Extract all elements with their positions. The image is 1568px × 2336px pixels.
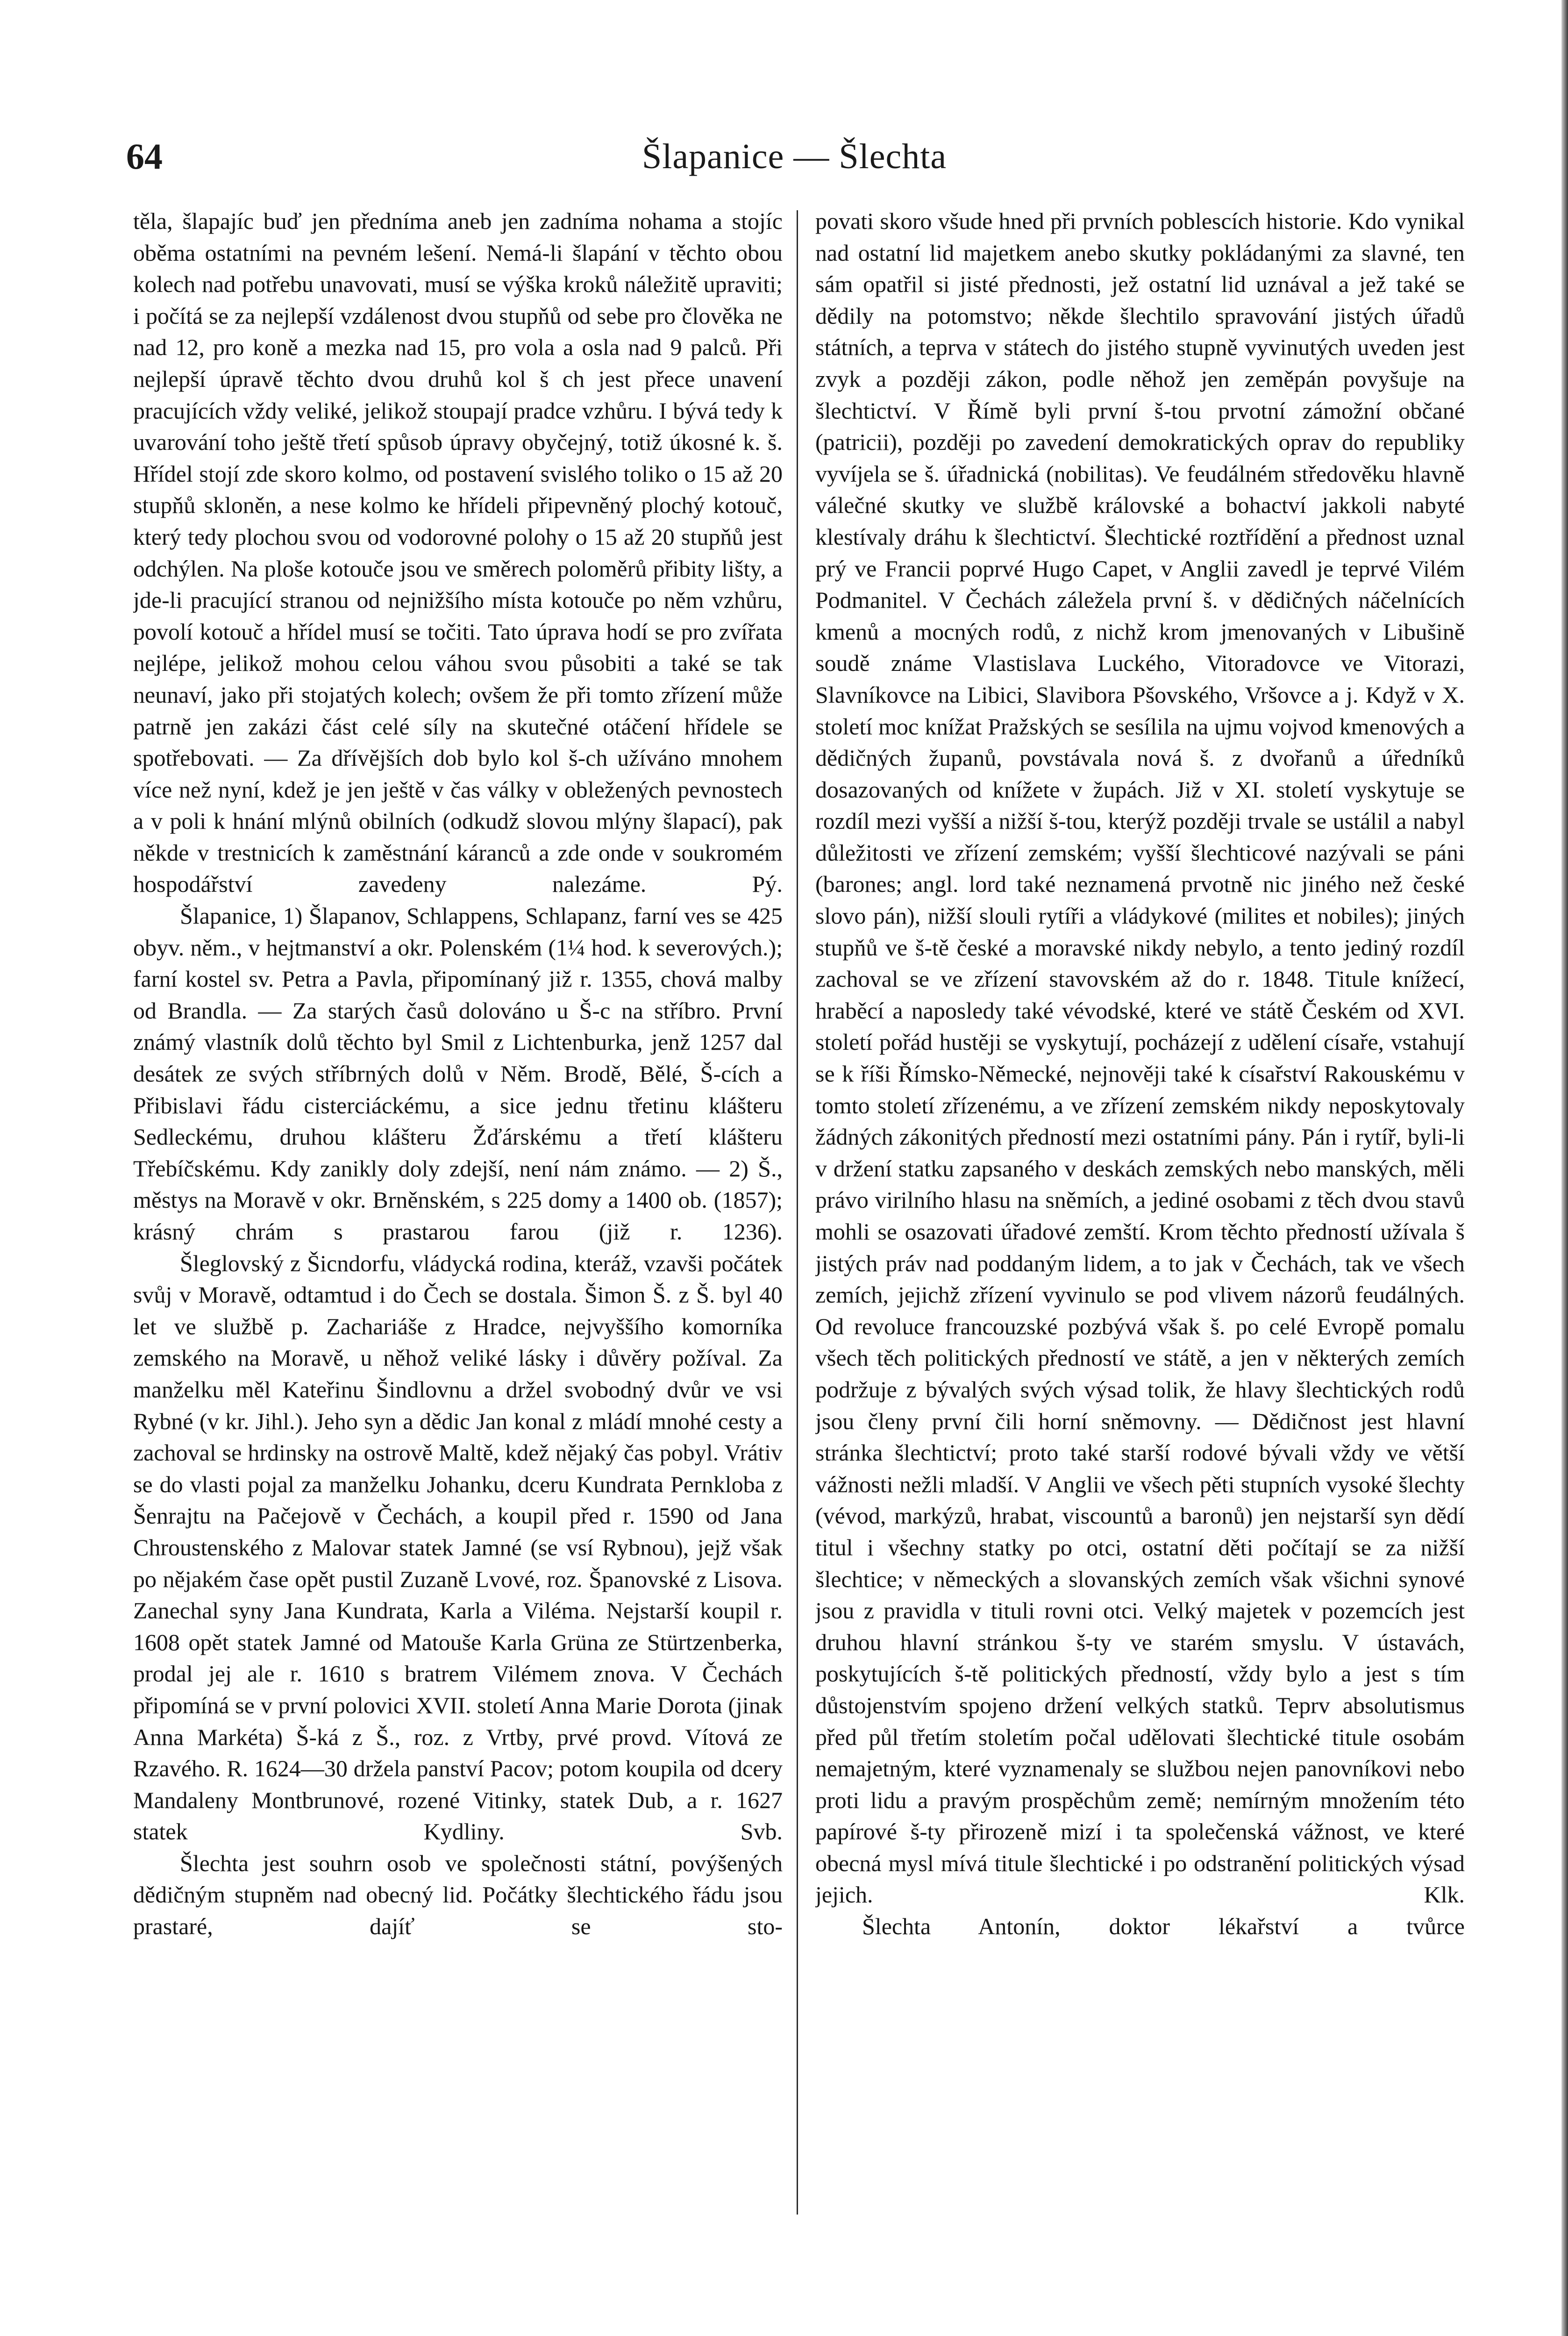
page-header: [126, 131, 1462, 182]
column-divider: [797, 210, 798, 2215]
entry-slechta-antonin: Šlechta Antonín, doktor lékařství a tvůrce: [862, 1913, 1465, 1940]
left-column: [133, 206, 783, 2224]
entry-sleglovsky: Šleglovský z Šicndorfu, vládycká rodina, kteráž, vzavši počátek svůj v Moravě, odtamtud i do Čech se dostala. Šimon Š. z Š. byl 40 let ve službě p. Zachariáše z Hradce, nejvyššího komorníka zemského na Moravě, u něhož veliké lásky i důvěry požíval. Za manželku měl Kateřinu Šindlovnu a držel svobodný dvůr ve vsi Rybné (v kr. Jihl.). Jeho syn a dědic Jan konal z mládí mnohé cesty a zachoval se hrdinsky na ostrově Maltě, kdež nějaký čas pobyl. Vrátiv se do vlasti pojal za manželku Johanku, dceru Kundrata Pernkloba z Šenrajtu na Pačejově v Čechách, a koupil před r. 1590 od Jana Chroustenského z Malovar statek Jamné (se vsí Rybnou), jejž však po nějakém čase opět pustil Zuzaně Lvové, roz. Španovské z Lisova. Zanechal syny Jana Kundrata, Karla a Viléma. Nejstarší koupil r. 1608 opět statek Jamné od Matouše Karla Grüna ze Stürtzenberka, prodal jej ale r. 1610 s bratrem Vilémem znova. V Čechách připomíná se v první polovici XVII. století Anna Marie Dorota (jinak Anna Markéta) Š-ká z Š., roz. z Vrtby, prvé provd. Vítová ze Rzavého. R. 1624—30 držela panství Pacov; potom koupila od dcery Mandaleny Montbrunové, rozené Vitinky, statek Dub, a r. 1627 statek Kydliny. Svb.: [133, 1250, 783, 1845]
paragraph-continuation-slechta: povati skoro všude hned při prvních poblescích historie. Kdo vynikal nad ostatní lid majetkem anebo skutky pokládanými za slavné, ten sám opatřil si jisté přednosti, jež ostatní lid uznával a jež také se dědily na potomstvo; někde šlechtilo spravování jistých úřadů státních, a teprva v státech do jistého stupně vyvinutých uveden jest zvyk a později zákon, podle něhož jen zeměpán povyšuje na šlechtictví. V Římě byli první š-tou prvotní zámožní občané (patricii), později po zavedení demokratických oprav do republiky vyvíjela se š. úřadnická (nobilitas). Ve feudálném středověku hlavně válečné skutky ve službě královské a bohactví jakkoli nabyté klestívaly dráhu k šlechtictví. Šlechtické roztřídění a přednost uznal prý ve Francii poprvé Hugo Capet, v Anglii zavedl je teprvé Vilém Podmanitel. V Čechách záležela první š. v dědičných náčelnících kmenů a mocných rodů, z nichž krom jmenovaných v Libušině soudě známe Vlastislava Luckého, Vitoradovce ve Vitorazi, Slavníkovce na Libici, Slavibora Pšovského, Vršovce a j. Když v X. století moc knížat Pražských se sesílila na ujmu vojvod kmenových a dědičných županů, povstávala nová š. z dvořanů a úředníků dosazovaných od knížete v župách. Již v XI. století vyskytuje se rozdíl mezi vyšší a nižší š-tou, kterýž později trvale se ustálil a nabyl důležitosti ve zřízení zemském; vyšší šlechticové nazývali se páni (barones; angl. lord také neznamená prvotně nic jiného než české slovo pán), nižší slouli rytíři a vládykové (milites et nobiles); jiných stupňů ve š-tě české a moravské nikdy nebylo, a tento jediný rozdíl zachoval se ve zřízení stavovském až do r. 1848. Titule knížecí, hraběcí a naposledy také vévodské, které ve státě Českém od XVI. století pořád hustěji se vyskytují, pocházejí z udělení císaře, vstahují se k říši Římsko-Německé, nejnověji také k císařství Rakouskému v tomto století zřízenému, a ve zřízení zemském nikdy neposkytovaly žádných zákonitých předností mezi ostatními pány. Pán i rytíř, byli-li v držení statku zapsaného v deskách zemských nebo manských, měli právo virilního hlasu na sněmích, a jediné osobami z těch dvou stavů mohli se osazovati úřadové zemští. Krom těchto předností užívala š jistých práv nad poddaným lidem, a to jak v Čechách, tak ve všech zemích, jejichž zřízení vyvinulo se pod vlivem názorů feudálných. Od revoluce francouzské pozbývá však š. po celé Evropě pomalu všech těch politických předností ve státě, a jen v některých zemích podržuje z bývalých svých výsad tolik, že hlavy šlechtických rodů jsou členy první čili horní sněmovny. — Dědičnost jest hlavní stránka šlechtictví; proto také starší rodové bývali vždy ve větší vážnosti nežli mladší. V Anglii ve všech pěti stupních vysoké šlechty (vévod, markýzů, hrabat, viscountů a baronů) jen nejstarší syn dědí titul i všechny statky po otci, ostatní děti počítají se za nižší šlechtice; v německých a slovanských zemích však všichni synové jsou z pravidla v tituli rovni otci. Velký majetek v pozemcích jest druhou hlavní stránkou š-ty ve starém smyslu. V ústavách, poskytujících š-tě politických předností, vždy bylo a jest s tím důstojenstvím spojeno držení velkých statků. Teprv absolutismus před půl třetím stoletím počal udělovati šlechtické titule osobám nemajetným, které vyznamenaly se službou nejen panovníkovi nebo proti lidu a pravým prospěchům země; nemírným množením této papírové š-ty přirozeně mizí i ta společenská vážnost, ve které obecná mysl mívá titule šlechtické i po odstranění politických výsad jejich. Klk.: [815, 208, 1465, 1908]
entry-slapanice: Šlapanice, 1) Šlapanov, Schlappens, Schlapanz, farní ves se 425 obyv. něm., v hejtmanství a okr. Polenském (1¼ hod. k severových.); farní kostel sv. Petra a Pavla, připomínaný již r. 1355, chová malby od Brandla. — Za starých časů dolováno u Š-c na stříbro. První známý vlastník dolů těchto byl Smil z Lichtenburka, jenž 1257 dal desátek ze svých stříbrných dolů v Něm. Brodě, Bělé, Š-cích a Přibislavi řádu cisterciáckému, a sice jednu třetinu klášteru Sedleckému, druhou klášteru Žďárskému a třetí klášteru Třebíčskému. Kdy zanikly doly zdejší, není nám známo. — 2) Š., městys na Moravě v okr. Brněnském, s 225 domy a 1400 ob. (1857); krásný chrám s prastarou farou (již r. 1236).: [133, 903, 783, 1245]
paragraph-continuation: těla, šlapajíc buď jen předníma aneb jen zadníma nohama a stojíc oběma ostatními na pevném lešení. Nemá-li šlapání v těchto obou kolech nad potřebu unavovati, musí se výška kroků náležitě upraviti; i počítá se za nejlepší vzdálenost dvou stupňů od sebe pro člověka ne nad 12, pro koně a mezka nad 15, pro vola a osla nad 9 palců. Při nejlepší úpravě těchto dvou druhů kol š ch jest přece unavení pracujících vždy veliké, jelikož stoupají pradce vzhůru. I bývá tedy k uvarování toho ještě třetí spůsob úpravy obyčejný, totiž úkosné k. š. Hřídel stojí zde skoro kolmo, od postavení svislého toliko o 15 až 20 stupňů skloněn, a nese kolmo ke hřídeli připevněný plochý kotouč, který tedy plochou svou od vodorovné polohy o 15 až 20 stupňů jest odchýlen. Na ploše kotouče jsou ve směrech poloměrů přibity lišty, a jde-li pracující stranou od nejnižšího místa kotouče po něm vzhůru, povolí kotouč a hřídel musí se točiti. Tato úprava hodí se pro zvířata nejlépe, jelikož mohou celou váhou svou působiti a také se tak neunaví, jako při stojatých kolech; ovšem že při tomto zřízení může patrně jen zakázi část celé síly na skutečné otáčení hřídele se spotřebovati. — Za dřívějších dob bylo kol š-ch užíváno mnohem více než nyní, kdež je jen ještě v čas války v obležených pevnostech a v poli k hnání mlýnů obilních (odkudž slovou mlýny šlapací), pak někde v trestnicích k zaměstnání káranců a zde onde v soukromém hospodářství zavedeny nalezáme. Pý.: [133, 208, 783, 897]
right-column: [815, 206, 1465, 2224]
running-head: Šlapanice — Šlechta: [641, 137, 947, 176]
page-number: 64: [126, 136, 163, 177]
entry-slechta-start: Šlechta jest souhrn osob ve společnosti státní, povýšených dědičným stupněm nad obecný lid. Počátky šlechtického řádu jsou prastaré, dajíť se sto-: [133, 1850, 783, 1940]
